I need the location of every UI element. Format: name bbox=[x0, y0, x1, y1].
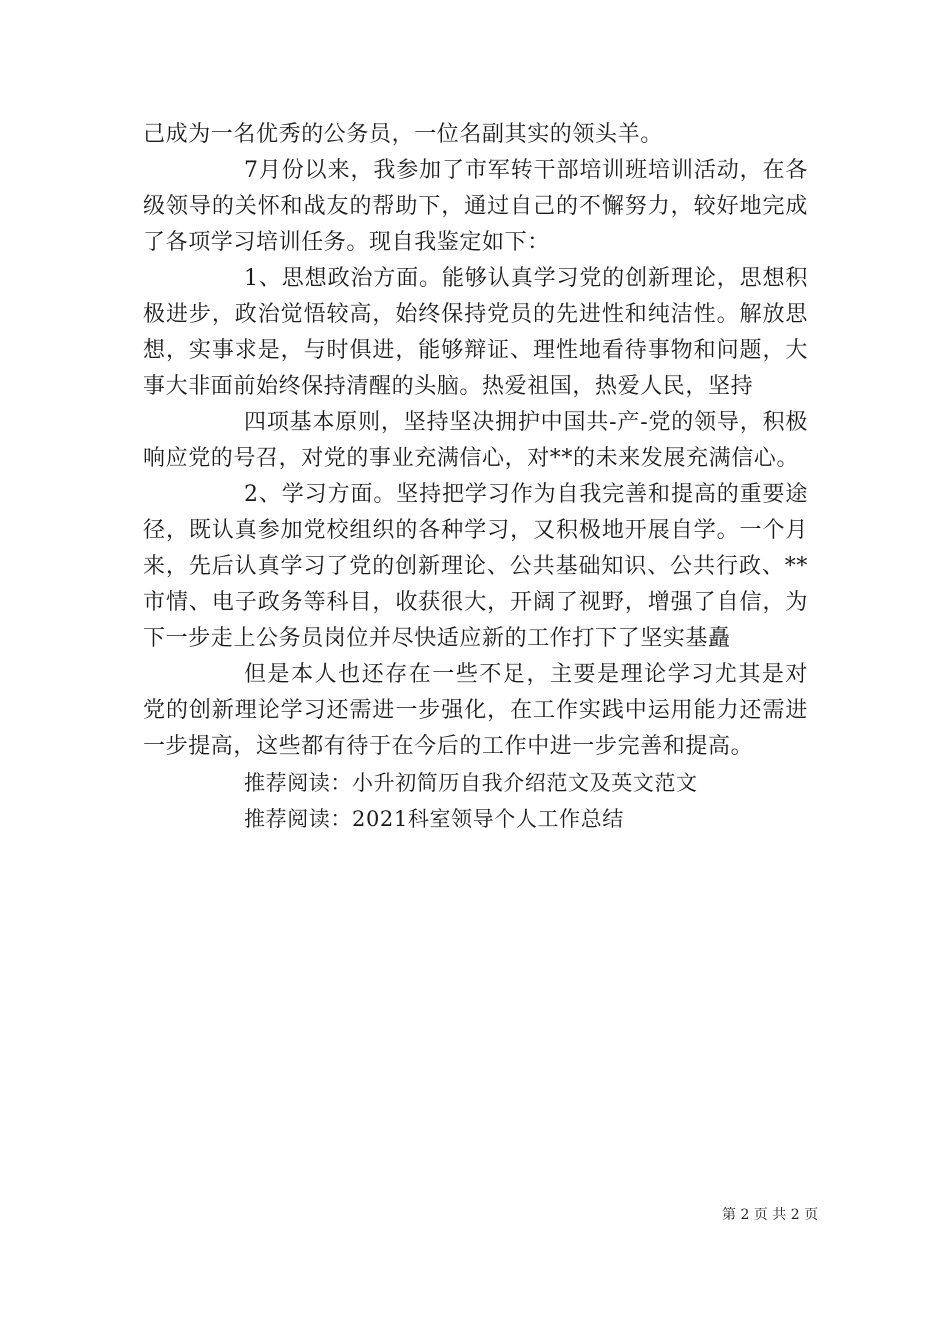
paragraph-principles: 四项基本原则，坚持坚决拥护中国共-产-党的领导，积极响应党的号召，对党的事业充满信心，对**的未来发展充满信心。 bbox=[143, 410, 808, 471]
paragraph-shortcomings: 但是本人也还存在一些不足，主要是理论学习尤其是对党的创新理论学习还需进一步强化，在工作实践中运用能力还需进一步提高，这些都有待于在今后的工作中进一步完善和提高。 bbox=[143, 662, 808, 759]
paragraph-political: 1、思想政治方面。能够认真学习党的创新理论，思想积极进步，政治觉悟较高，始终保持党员的先进性和纯洁性。解放思想，实事求是，与时俱进，能够辩证、理性地看待事物和问题，大事大非面前始终保持清醒的头脑。热爱祖国，热爱人民，坚持 bbox=[143, 266, 808, 399]
recommended-link[interactable]: 小升初简历自我介绍范文及英文范文 bbox=[352, 771, 698, 795]
paragraph-continuation: 己成为一名优秀的公务员，一位名副其实的领头羊。 bbox=[143, 122, 663, 147]
recommended-label: 推荐阅读： bbox=[244, 807, 352, 831]
recommended-label: 推荐阅读： bbox=[244, 771, 352, 795]
page-number: 第 2 页 共 2 页 bbox=[722, 1207, 819, 1223]
recommended-link[interactable]: 2021科室领导个人工作总结 bbox=[352, 807, 624, 831]
paragraph-intro: 7月份以来，我参加了市军转干部培训班培训活动，在各级领导的关怀和战友的帮助下，通过自己的不懈努力，较好地完成了各项学习培训任务。现自我鉴定如下： bbox=[143, 158, 808, 255]
recommended-reading-2[interactable] bbox=[143, 801, 808, 837]
recommended-reading-1[interactable] bbox=[143, 765, 808, 801]
document-body bbox=[143, 117, 808, 837]
paragraph-study: 2、学习方面。坚持把学习作为自我完善和提高的重要途径，既认真参加党校组织的各种学习，又积极地开展自学。一个月来，先后认真学习了党的创新理论、公共基础知识、公共行政、**市情、电子政务等科目，收获很大，开阔了视野，增强了自信，为下一步走上公务员岗位并尽快适应新的工作打下了坚实基矗 bbox=[143, 482, 808, 651]
